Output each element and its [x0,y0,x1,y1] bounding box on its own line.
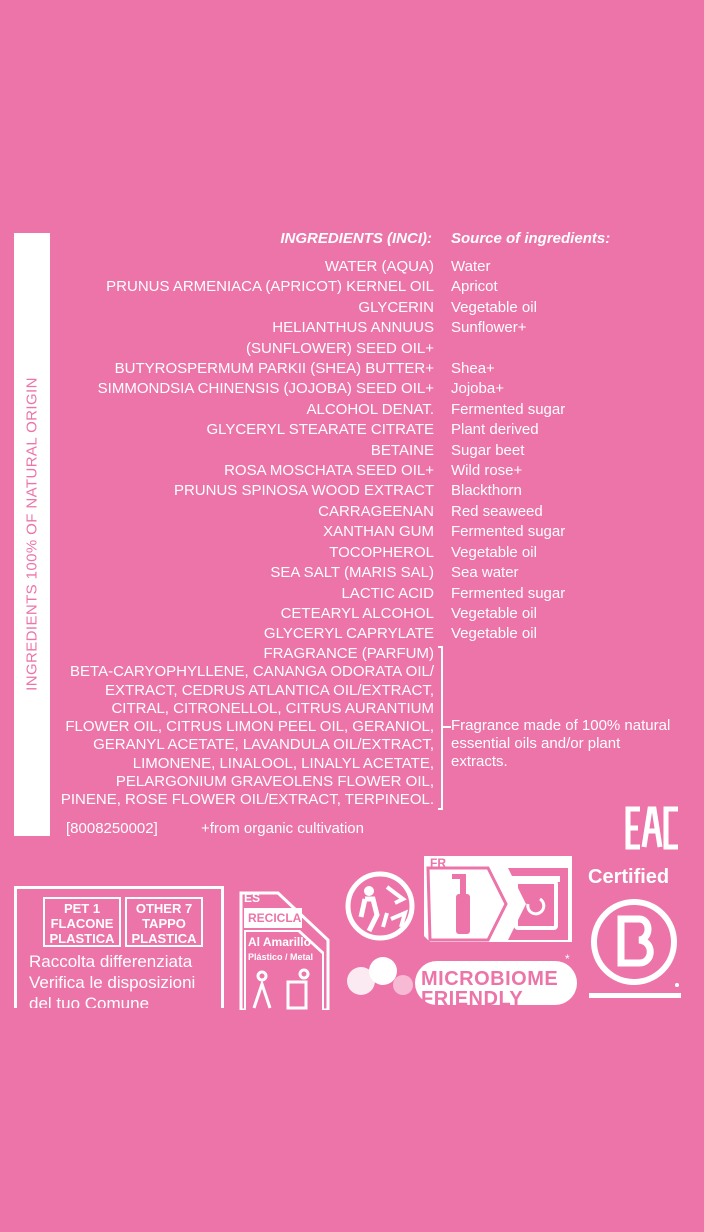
ingredient-item: ALCOHOL DENAT. [306,400,434,418]
ingredients-header: INGREDIENTS (INCI): [280,230,432,247]
fragrance-source-line: extracts. [451,753,508,770]
ingredient-item: CETEARYL ALCOHOL [280,604,434,622]
source-list [451,257,565,645]
microbiome-text: MICROBIOME FRIENDLY [421,968,559,1010]
ingredient-item: TOCOPHEROL [329,543,434,561]
source-item: Blackthorn [451,482,522,500]
ingredient-item: ROSA MOSCHATA SEED OIL+ [224,462,434,480]
source-item: Fermented sugar [451,400,566,418]
fr-code: FR [430,856,446,870]
fragrance-line: CITRAL, CITRONELLOL, CITRUS AURANTIUM [111,699,434,717]
microbiome-asterisk: * [565,952,570,966]
ingredient-item: PRUNUS ARMENIACA (APRICOT) KERNEL OIL [106,278,434,296]
ingredient-item: SEA SALT (MARIS SAL) [270,564,434,582]
source-item: Apricot [451,278,498,296]
source-item: Shea+ [451,360,495,378]
fragrance-line: BETA-CARYOPHYLLENE, CANANGA ODORATA OIL/ [70,663,434,681]
fragrance-line: FLOWER OIL, CITRUS LIMON PEEL OIL, GERANIOL, [65,718,434,736]
pet-tag-cap: OTHER 7 TAPPO PLASTICA [125,897,203,947]
ingredient-item: BETAINE [370,441,434,459]
source-item: Sugar beet [451,441,525,459]
source-item: Plant derived [451,421,539,439]
es-code: ES [244,891,261,905]
spain-recycling-badge-icon [238,890,330,1010]
b-corp-logo-icon [589,897,681,1001]
es-recicla: RECICLA [248,911,302,925]
source-header: Source of ingredients: [451,230,611,247]
source-item: Vegetable oil [451,543,537,561]
fragrance-line: EXTRACT, CEDRUS ATLANTICA OIL/EXTRACT, [105,681,434,699]
pet-tag-bottle: PET 1 FLACONE PLASTICA [43,897,121,947]
fragrance-line: GERANYL ACETATE, LAVANDULA OIL/EXTRACT, [93,736,434,754]
source-item: Fermented sugar [451,523,566,541]
ingredient-item: WATER (AQUA) [324,258,434,275]
fragrance-source [451,717,684,771]
ingredient-item: HELIANTHUS ANNUUS (SUNFLOWER) SEED OIL+ [246,319,434,357]
es-amarillo: Al Amarillo [248,935,311,949]
organic-note: +from organic cultivation [201,820,364,837]
fragrance-line: FRAGRANCE (PARFUM) [263,645,434,662]
fragrance-line: LIMONENE, LINALOOL, LINALYL ACETATE, [132,754,434,772]
fragrance-bracket-tick [443,726,451,728]
source-item: Wild rose+ [451,462,523,480]
source-item: Sea water [451,564,519,582]
recycling-instructions: Raccolta differenziata Verifica le disposizioni del tuo Comune [29,952,196,1008]
source-item: Red seaweed [451,502,543,520]
fragrance-bracket [438,646,443,810]
ingredient-item: SIMMONDSIA CHINENSIS (JOJOBA) SEED OIL+ [97,380,434,398]
ingredient-item: GLYCERYL CAPRYLATE [263,625,434,643]
es-plastico: Plástico / Metal [248,952,314,962]
ingredient-list [44,257,434,645]
certified-text: Certified [588,866,670,888]
product-code: [8008250002] [66,820,158,837]
natural-origin-label: INGREDIENTS 100% OF NATURAL ORIGIN [23,377,41,691]
italy-recycling-label [14,886,224,1008]
fragrance-source-line: Fragrance made of 100% natural [451,717,671,734]
source-item: Fermented sugar [451,584,566,602]
tidyman-recycle-icon [343,869,417,943]
source-item: Vegetable oil [451,298,537,316]
eac-mark-icon [624,805,680,851]
ingredient-item: PRUNUS SPINOSA WOOD EXTRACT [173,482,434,500]
fragrance-line: PELARGONIUM GRAVEOLENS FLOWER OIL, [115,773,434,791]
ingredient-item: GLYCERIN [358,298,434,316]
ingredient-item: CARRAGEENAN [318,502,434,520]
fragrance-source-line: essential oils and/or plant [451,735,621,752]
fragrance-ingredients [34,645,434,810]
ingredient-item: XANTHAN GUM [323,523,434,541]
ingredient-item: LACTIC ACID [341,584,434,602]
source-item: Water [451,258,491,275]
ingredient-item: GLYCERYL STEARATE CITRATE [206,421,434,439]
fragrance-line: PINENE, ROSE FLOWER OIL/EXTRACT, TERPINEOL. [60,791,434,809]
source-item [451,339,565,359]
source-item: Sunflower+ [451,319,527,337]
source-item: Vegetable oil [451,604,537,622]
ingredient-item: BUTYROSPERMUM PARKII (SHEA) BUTTER+ [114,360,434,378]
source-item: Vegetable oil [451,625,537,643]
source-item: Jojoba+ [451,380,504,398]
